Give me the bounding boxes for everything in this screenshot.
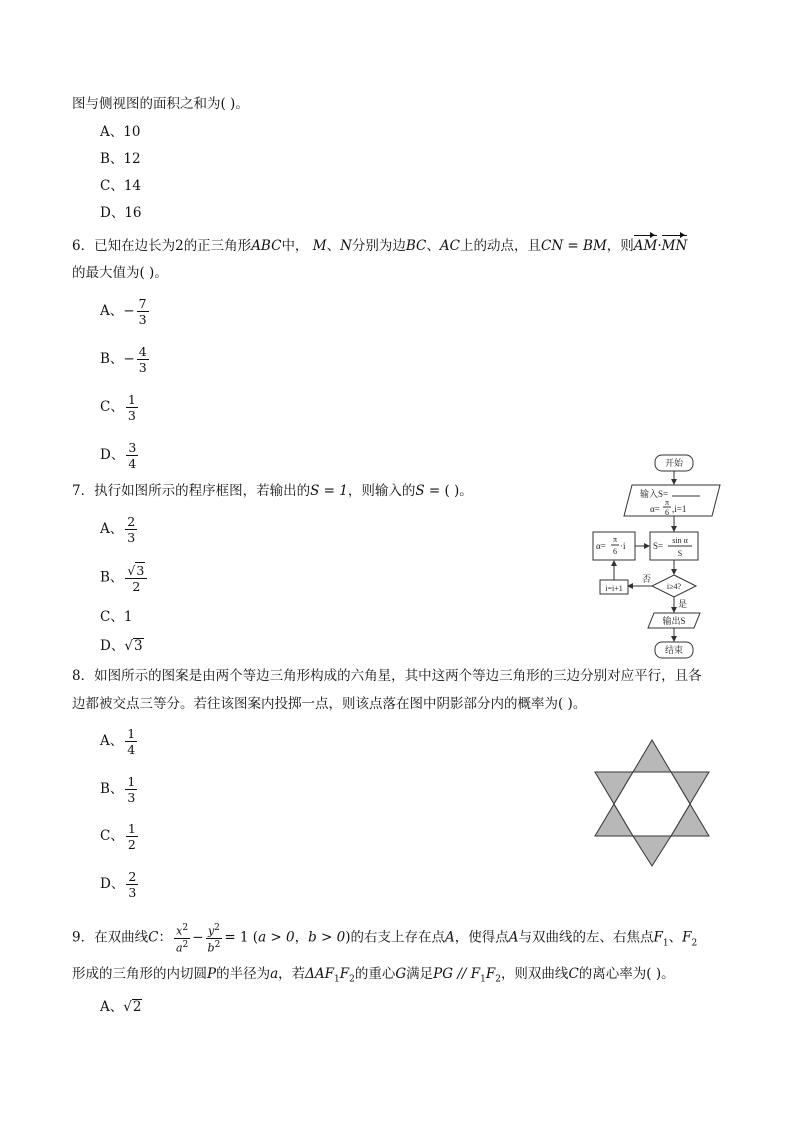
q9-option-a[interactable] xyxy=(100,998,142,1016)
subscript: 1 xyxy=(662,938,669,949)
numerator: 3 xyxy=(128,440,137,455)
denominator: 3 xyxy=(138,360,147,375)
subscript: 2 xyxy=(691,938,698,949)
q7-condition: S = 1 xyxy=(310,483,348,499)
radicand: 2 xyxy=(132,999,142,1015)
q9-curve-c: C xyxy=(568,966,579,982)
fraction xyxy=(126,392,138,423)
option-label: A、 xyxy=(100,521,124,537)
subscript: 1 xyxy=(480,974,486,985)
flow-output-label: 输出S xyxy=(662,616,686,626)
q9-fraction-y xyxy=(206,922,223,954)
q6-point-m: M xyxy=(312,238,327,254)
q9-focus-f2: F xyxy=(485,966,496,982)
numerator xyxy=(174,922,190,939)
flow-no-label: 否 xyxy=(642,574,652,584)
flow-assign-alpha-num: π xyxy=(612,535,618,544)
q9-focus-f1: F xyxy=(653,929,663,946)
q6-edge-bc: BC xyxy=(405,238,427,254)
q7-text: = ( )。 xyxy=(424,483,473,499)
fraction xyxy=(126,440,138,471)
flow-input-i: ,i=1 xyxy=(672,504,687,514)
var-x: x xyxy=(176,924,183,938)
q5-tail-text: 图与侧视图的面积之和为( )。 xyxy=(72,96,249,112)
radicand: 3 xyxy=(136,563,145,578)
numerator: 7 xyxy=(138,296,147,311)
q9-text: 与双曲线的左、右焦点 xyxy=(518,929,654,946)
numerator xyxy=(125,562,147,579)
q6-text: 分别为边 xyxy=(351,238,406,254)
flow-yes-label: 是 xyxy=(678,599,688,609)
denominator: 2 xyxy=(132,579,141,594)
flow-end-label: 结束 xyxy=(664,645,684,655)
q9-text: 、 xyxy=(668,929,683,946)
q7-option-b[interactable] xyxy=(100,562,149,594)
star-point-top xyxy=(633,740,671,772)
denominator: 3 xyxy=(138,312,147,327)
option-label: C、 xyxy=(100,399,124,415)
q9-text: )的右支上存在点 xyxy=(345,929,446,946)
flow-input-alpha: α= xyxy=(650,504,660,514)
numerator: 2 xyxy=(128,869,137,884)
q9-text: ，若 xyxy=(278,966,306,982)
option-label: A、 xyxy=(100,733,124,749)
flow-assign-alpha-i: ·i xyxy=(620,541,626,551)
q7-flowchart xyxy=(588,450,728,662)
q7-option-a[interactable] xyxy=(100,514,139,545)
q9-text: 的离心率为( )。 xyxy=(578,966,675,982)
q6-text: 中， xyxy=(281,238,309,254)
q8-stem-line1: 8．如图所示的图案是由两个等边三角形构成的六角星，其中这两个等边三角形的三边分别对应平行，且各 xyxy=(72,668,702,684)
denominator: 4 xyxy=(128,456,137,471)
numerator: 1 xyxy=(127,774,136,789)
q9-text: ，使得点 xyxy=(454,929,509,946)
flow-assign-s-num: sin α xyxy=(672,536,688,545)
q9-text: 满足 xyxy=(406,966,434,982)
q5-option-a[interactable]: A、10 xyxy=(100,124,141,140)
option-label: A、 xyxy=(100,999,124,1015)
q6-edge-ac: AC xyxy=(439,238,460,254)
q6-text: 、 xyxy=(426,238,440,254)
flow-input-six: 6 xyxy=(665,508,669,517)
q6-option-a[interactable] xyxy=(100,296,151,327)
flow-increment-label: i=i+1 xyxy=(605,584,623,593)
var-b: b xyxy=(207,941,215,955)
flow-start-label: 开始 xyxy=(664,458,684,468)
numerator xyxy=(206,922,223,939)
numerator: 2 xyxy=(127,514,136,529)
option-label: B、 xyxy=(100,569,124,586)
flow-input-pi: π xyxy=(664,498,670,507)
fraction xyxy=(137,344,149,375)
q6-stem-line1 xyxy=(72,236,687,256)
flow-assign-alpha-label: α= xyxy=(596,541,606,551)
denominator: 2 xyxy=(127,837,136,852)
q9-curve-c: C xyxy=(148,929,159,946)
denominator xyxy=(174,939,190,955)
q9-text: 形成的三角形的内切圆 xyxy=(72,966,207,982)
denominator: 4 xyxy=(127,742,136,757)
denominator xyxy=(206,939,223,955)
flow-assign-s-den: S xyxy=(677,549,683,558)
option-label: D、 xyxy=(100,447,125,463)
fraction xyxy=(125,514,137,545)
q7-variable-s: S xyxy=(415,483,425,499)
q9-fraction-x xyxy=(174,922,190,954)
q8-hexagram-figure xyxy=(594,738,710,868)
exponent: 2 xyxy=(214,939,221,950)
option-label: D、 xyxy=(100,638,125,654)
option-sign: − xyxy=(123,351,135,367)
fraction xyxy=(125,774,137,805)
q9-text: 9．在双曲线 xyxy=(72,929,149,946)
sqrt-sign: √ xyxy=(123,999,132,1015)
q9-text: = 1 ( xyxy=(224,929,259,946)
fraction xyxy=(126,821,138,852)
denominator: 3 xyxy=(127,408,136,423)
q9-minus: − xyxy=(192,929,204,946)
q5-option-b[interactable]: B、12 xyxy=(100,151,141,167)
q8-option-a[interactable] xyxy=(100,726,139,757)
q6-text: 、 xyxy=(326,238,341,254)
q8-option-b[interactable] xyxy=(100,774,139,805)
q9-radius-a: a xyxy=(270,966,279,982)
option-label: B、 xyxy=(100,351,124,367)
q9-stem-line1 xyxy=(72,922,697,957)
q9-a-condition: a > 0 xyxy=(258,929,295,946)
q9-point-a: A xyxy=(445,929,455,946)
option-sign: − xyxy=(123,303,135,319)
q6-stem-line2: 的最大值为( )。 xyxy=(72,265,168,281)
option-label: C、 xyxy=(100,828,124,844)
var-y: y xyxy=(207,924,215,938)
q8-option-d[interactable] xyxy=(100,869,140,900)
q9-text: ： xyxy=(158,929,172,946)
q7-text: 7．执行如图所示的程序框图，若输出的 xyxy=(72,483,311,499)
q9-text: 的重心 xyxy=(354,966,396,982)
flow-assign-alpha-den: 6 xyxy=(613,547,617,556)
flow-assign-s-label: S= xyxy=(653,541,664,551)
q9-text: 的半径为 xyxy=(216,966,271,982)
q8-stem-line2: 边都被交点三等分。若往该图案内投掷一点，则该点落在图中阴影部分内的概率为( )。 xyxy=(72,696,587,712)
q5-option-c[interactable]: C、14 xyxy=(100,178,142,194)
q6-side: 2 xyxy=(175,238,184,254)
option-label: A、 xyxy=(100,303,124,319)
q9-centroid-g: G xyxy=(395,966,407,982)
exponent: 2 xyxy=(182,923,189,933)
q6-triangle: ABC xyxy=(251,238,282,254)
exponent: 2 xyxy=(182,939,189,950)
numerator: 1 xyxy=(127,726,136,741)
q8-option-c[interactable] xyxy=(100,821,140,852)
q9-circle-p: P xyxy=(207,966,217,982)
fraction xyxy=(125,562,147,594)
fraction xyxy=(137,296,149,327)
denominator: 3 xyxy=(127,790,136,805)
subscript: 1 xyxy=(334,974,340,985)
flow-input-label: 输入S= xyxy=(640,489,669,499)
q6-option-c[interactable] xyxy=(100,392,140,423)
q9-parallel-condition: PG // F xyxy=(433,966,481,982)
q6-text: 6．已知在边长为 xyxy=(72,238,176,254)
q9-b-condition: b > 0 xyxy=(308,929,346,946)
denominator: 3 xyxy=(127,530,136,545)
option-label: B、 xyxy=(100,781,124,797)
q9-text: ， xyxy=(294,929,309,946)
subscript: 2 xyxy=(349,974,355,985)
q9-point-a: A xyxy=(508,929,519,946)
q6-point-n: N xyxy=(340,238,352,254)
fraction xyxy=(125,726,137,757)
q7-option-c[interactable]: C、1 xyxy=(100,609,133,625)
q9-focus-f2: F xyxy=(339,966,350,982)
q6-text: 的正三角形 xyxy=(183,238,252,254)
flow-decision-label: i≥4? xyxy=(666,582,682,591)
q6-text: 上的动点，且 xyxy=(459,238,541,254)
sqrt-sign: √ xyxy=(127,563,136,578)
q6-condition: CN = BM xyxy=(540,238,607,254)
fraction xyxy=(126,869,138,900)
q9-triangle: ΔAF xyxy=(305,966,335,982)
q7-stem xyxy=(72,481,473,501)
q5-option-d[interactable]: D、16 xyxy=(100,205,142,221)
q6-vector-am: AM xyxy=(633,238,658,254)
numerator: 1 xyxy=(127,821,136,836)
q9-stem-line2 xyxy=(72,964,675,990)
numerator: 1 xyxy=(127,392,136,407)
q6-vector-mn: MN xyxy=(661,238,688,254)
radicand: 3 xyxy=(133,638,143,654)
q7-text: ，则输入的 xyxy=(347,483,416,499)
option-label: D、 xyxy=(100,876,125,892)
subscript: 2 xyxy=(495,974,501,985)
q6-dot: · xyxy=(657,238,662,254)
denominator: 3 xyxy=(128,885,137,900)
q6-option-b[interactable] xyxy=(100,344,151,375)
var-a: a xyxy=(175,941,183,955)
q7-option-d[interactable] xyxy=(100,637,144,655)
sqrt-sign: √ xyxy=(124,638,133,654)
exponent: 2 xyxy=(214,923,220,933)
numerator: 4 xyxy=(138,344,147,359)
q9-focus-f2: F xyxy=(682,929,692,946)
q6-text: ，则 xyxy=(606,238,634,254)
q6-option-d[interactable] xyxy=(100,440,140,471)
q9-text: ，则双曲线 xyxy=(500,966,569,982)
star-point-bottom xyxy=(633,836,671,866)
